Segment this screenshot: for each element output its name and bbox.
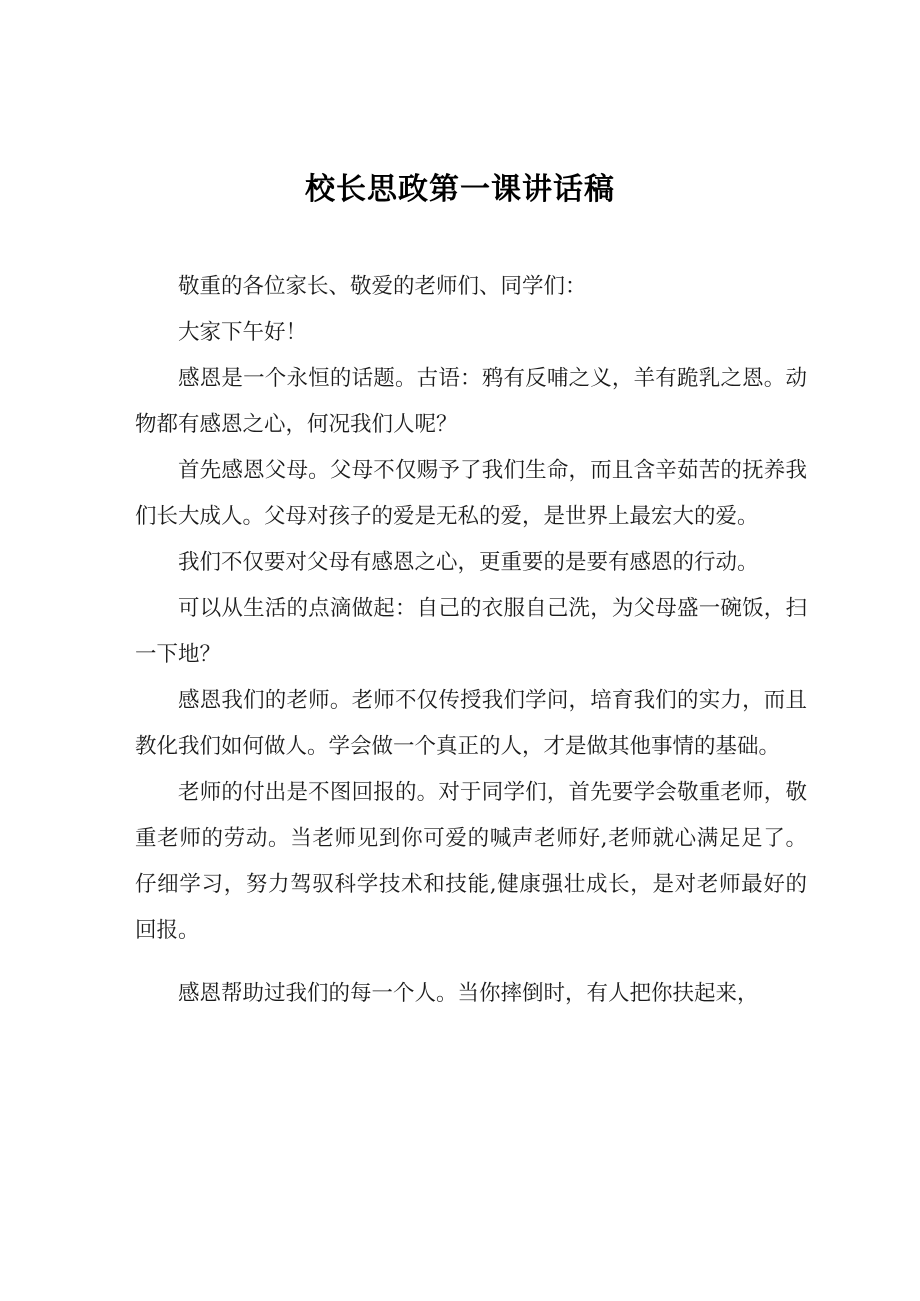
document-body [135, 264, 807, 1017]
document-title: 校长思政第一课讲话稿 [305, 172, 615, 207]
body-paragraph: 可以从生活的点滴做起：自己的衣服自己洗，为父母盛一碗饭，扫一下地？ [135, 596, 807, 667]
salutation-paragraph: 敬重的各位家长、敬爱的老师们、同学们： [178, 274, 587, 299]
body-paragraph: 我们不仅要对父母有感恩之心，更重要的是要有感恩的行动。 [178, 550, 759, 575]
body-paragraph: 感恩是一个永恒的话题。古语：鸦有反哺之义，羊有跪乳之恩。动物都有感恩之心，何况我们人呢？ [135, 366, 807, 437]
body-paragraph: 感恩我们的老师。老师不仅传授我们学问，培育我们的实力，而且教化我们如何做人。学会做一个真正的人，才是做其他事情的基础。 [135, 688, 807, 759]
body-paragraph: 首先感恩父母。父母不仅赐予了我们生命，而且含辛茹苦的抚养我们长大成人。父母对孩子的爱是无私的爱，是世界上最宏大的爱。 [135, 458, 807, 529]
body-paragraph: 老师的付出是不图回报的。对于同学们，首先要学会敬重老师，敬重老师的劳动。当老师见到你可爱的喊声老师好,老师就心满足足了。仔细学习，努力驾驭科学技术和技能,健康强壮成长，是对老师最好的回报。 [135, 780, 807, 943]
body-paragraph: 感恩帮助过我们的每一个人。当你摔倒时，有人把你扶起来， [178, 981, 759, 1006]
greeting-paragraph: 大家下午好！ [178, 320, 308, 345]
